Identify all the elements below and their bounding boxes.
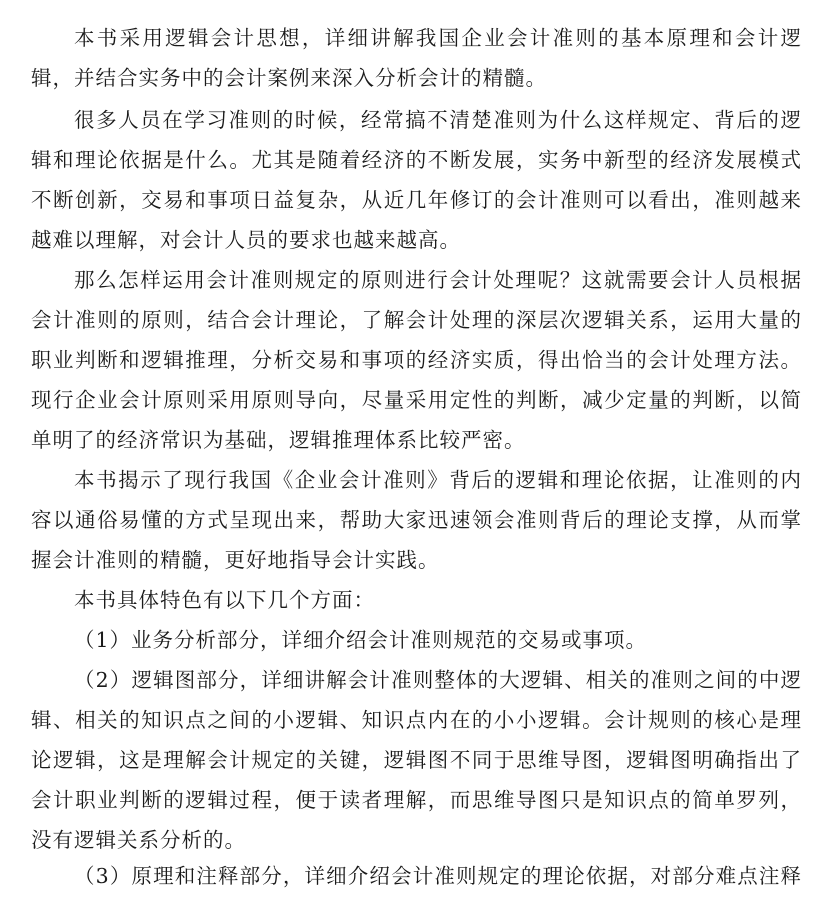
text-line: 本书具体特色有以下几个方面：: [74, 588, 375, 612]
text-line: 本书揭示了现行我国《企业会计准则》背后的逻辑和理论依据，让准则的内: [74, 468, 802, 492]
text-line: 越难以理解，对会计人员的要求也越来越高。: [31, 228, 461, 252]
text-line: 不断创新，交易和事项日益复杂，从近几年修订的会计准则可以看出，准则越来: [31, 188, 802, 212]
text-line: 辑、相关的知识点之间的小逻辑、知识点内在的小小逻辑。会计规则的核心是理: [31, 708, 802, 732]
text-line: 会计职业判断的逻辑过程，便于读者理解，而思维导图只是知识点的简单罗列，: [31, 788, 802, 812]
text-line: 那么怎样运用会计准则规定的原则进行会计处理呢？这就需要会计人员根据: [74, 268, 802, 292]
text-line: （3）原理和注释部分，详细介绍会计准则规定的理论依据，对部分难点注释: [74, 864, 802, 888]
text-line: 辑和理论依据是什么。尤其是随着经济的不断发展，实务中新型的经济发展模式: [31, 148, 802, 172]
text-line: 现行企业会计原则采用原则导向，尽量采用定性的判断，减少定量的判断，以简: [31, 388, 802, 412]
text-line: 很多人员在学习准则的时候，经常搞不清楚准则为什么这样规定、背后的逻: [74, 108, 802, 132]
text-line: 职业判断和逻辑推理，分析交易和事项的经济实质，得出恰当的会计处理方法。: [31, 348, 802, 372]
text-line: （1）业务分析部分，详细介绍会计准则规范的交易或事项。: [74, 628, 648, 652]
text-line: 会计准则的原则，结合会计理论，了解会计处理的深层次逻辑关系，运用大量的: [31, 308, 802, 332]
text-line: 本书采用逻辑会计思想，详细讲解我国企业会计准则的基本原理和会计逻: [74, 26, 802, 50]
text-line: 没有逻辑关系分析的。: [31, 828, 246, 852]
text-line: 握会计准则的精髓，更好地指导会计实践。: [31, 548, 440, 572]
text-line: （2）逻辑图部分，详细讲解会计准则整体的大逻辑、相关的准则之间的中逻: [74, 668, 802, 692]
text-line: 单明了的经济常识为基础，逻辑推理体系比较严密。: [31, 428, 526, 452]
text-line: 论逻辑，这是理解会计规定的关键，逻辑图不同于思维导图，逻辑图明确指出了: [31, 748, 802, 772]
text-line: 辑，并结合实务中的会计案例来深入分析会计的精髓。: [31, 66, 547, 90]
text-line: 容以通俗易懂的方式呈现出来，帮助大家迅速领会准则背后的理论支撑，从而掌: [31, 508, 802, 532]
